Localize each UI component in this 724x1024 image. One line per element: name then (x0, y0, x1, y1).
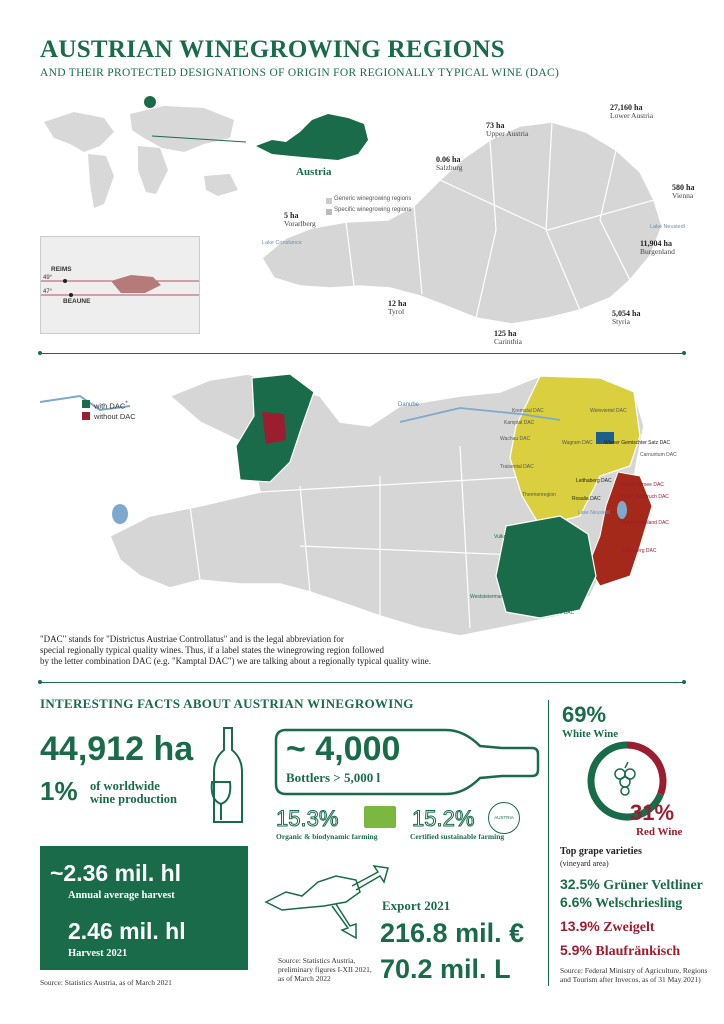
dac-vulkanland: Vulkanland Steiermark DAC (494, 534, 557, 540)
grape-row-blaufraenkisch: 5.9% Blaufränkisch (560, 942, 681, 959)
divider-dot (38, 680, 42, 684)
divider-dot (38, 351, 42, 355)
area-pct: 1% (40, 776, 78, 806)
world-map (34, 92, 254, 220)
sustainable-label: Certified sustainable farming (410, 832, 505, 841)
red-wine-pct: 31% (630, 800, 675, 825)
sustainable-pct: 15.2% (412, 806, 475, 831)
dac-wachau: Wachau DAC (500, 436, 531, 442)
austria-label: Austria (296, 166, 332, 178)
harvest-2021-label: Harvest 2021 (68, 948, 128, 959)
region-label-salzburg: 0.06 ha Salzburg (436, 155, 463, 172)
column-divider (548, 700, 549, 986)
white-wine-label: White Wine (562, 728, 619, 740)
area-pct-label: of worldwide wine production (90, 779, 177, 806)
harvest-avg-value: ~2.36 mil. hl (50, 860, 182, 886)
dac-weststeiermark: Weststeiermark DAC (470, 594, 517, 600)
region-label-tyrol: 12 ha Tyrol (388, 299, 407, 316)
bottlers-value: ~ 4,000 (286, 730, 401, 768)
region-label-styria: 5,054 ha Styria (612, 309, 641, 326)
dac-lake-neusiedl-label: Lake Neusiedl (578, 510, 610, 516)
dac-legend-without: without DAC (94, 412, 136, 421)
export-eur-value: 216.8 mil. € (380, 918, 525, 948)
grapes-source: Source: Federal Ministry of Agriculture, Regions and Tourism after Invecos, as of 31 May 2021) (560, 966, 708, 984)
harvest-box (40, 846, 248, 970)
grape-row-zweigelt: 13.9% Zweigelt (560, 918, 655, 935)
grape-icon (606, 760, 648, 802)
lat-49-label: 49° (43, 275, 53, 281)
dac-kamptal: Kamptal DAC (504, 420, 535, 426)
eu-organic-leaf-icon (364, 806, 396, 828)
dac-mittelburgenland: Mittelburgenland DAC (620, 520, 669, 526)
reims-label: REIMS (51, 266, 72, 273)
lat-47-label: 47° (43, 289, 53, 295)
sustainable-seal-icon: AUSTRIA (488, 802, 520, 834)
red-wine-label: Red Wine (636, 826, 683, 838)
export-label: Export 2021 (382, 898, 451, 913)
region-label-upper-austria: 73 ha Upper Austria (486, 121, 529, 138)
grapes-heading: Top grape varieties (560, 846, 642, 857)
section-divider (40, 353, 684, 354)
legend-specific: Specific winegrowing regions (334, 207, 412, 213)
wine-glass-icon (208, 780, 238, 826)
dac-suedsteiermark: Südsteiermark DAC (530, 610, 575, 616)
dac-ruster-ausbruch: Ruster Ausbruch DAC (620, 494, 669, 500)
harvest-source: Source: Statistics Austria, as of March 2021 (40, 978, 172, 987)
dac-weinviertel: Weinviertel DAC (590, 408, 627, 414)
organic-label: Organic & biodynamic farming (276, 832, 378, 841)
export-l-value: 70.2 mil. L (380, 954, 511, 984)
region-label-carinthia: 125 ha Carinthia (494, 329, 522, 346)
dac-kremstal: Kremstal DAC (512, 408, 544, 414)
region-label-burgenland: 11,904 ha Burgenland (640, 239, 675, 256)
dac-thermenregion: Thermenregion (522, 492, 556, 498)
dac-wagram: Wagram DAC (562, 440, 593, 446)
lake-constance-label: Lake Constance (262, 240, 302, 246)
dac-traisental: Traisental DAC (500, 464, 534, 470)
area-value: 44,912 ha (40, 730, 194, 768)
grapes-subheading: (vineyard area) (560, 859, 609, 868)
organic-pct: 15.3% (276, 806, 339, 831)
lake-neusiedl-label: Lake Neusiedl (650, 224, 685, 230)
europe-inset-map (40, 236, 200, 334)
dac-legend-with: with DAC* (94, 400, 128, 411)
divider-dot (682, 680, 686, 684)
bottlers-label: Bottlers > 5,000 l (286, 770, 381, 785)
region-label-vorarlberg: 5 ha Vorarlberg (284, 211, 316, 228)
harvest-avg-label: Annual average harvest (68, 890, 175, 901)
dac-rosalia: Rosalia DAC (572, 496, 601, 502)
white-wine-pct: 69% (562, 702, 607, 727)
dac-neusiedlersee: Neusiedlersee DAC (620, 482, 664, 488)
region-label-lower-austria: 27,160 ha Lower Austria (610, 103, 654, 120)
region-label-vienna: 580 ha Vienna (672, 183, 695, 200)
page-title: AUSTRIAN WINEGROWING REGIONS (40, 36, 505, 63)
dac-carnuntum: Carnuntum DAC (640, 452, 677, 458)
divider-dot (682, 351, 686, 355)
legend-generic: Generic winegrowing regions (334, 196, 412, 202)
austria-export-arrows-icon (262, 862, 392, 942)
dac-eisenberg: Eisenberg DAC (622, 548, 657, 554)
grape-row-welschriesling: 6.6% Welschriesling (560, 894, 683, 911)
dac-explanation: "DAC" stands for "Districtus Austriae Controllatus" and is the legal abbreviation for special regionally typical quality wines. Thus, if a label states the winegrowing region followed by the letter combination DAC (e.g. "Kamptal DAC") we are talking about a regionally typical quality wine. (40, 634, 431, 666)
danube-label: Danube (398, 402, 420, 408)
grape-row-gruener-veltliner: 32.5% Grüner Veltliner (560, 876, 703, 893)
page-subtitle: AND THEIR PROTECTED DESIGNATIONS OF ORIGIN FOR REGIONALLY TYPICAL WINE (DAC) (40, 67, 560, 79)
facts-heading: INTERESTING FACTS ABOUT AUSTRIAN WINEGROWING (40, 696, 414, 711)
section-divider (40, 682, 684, 683)
export-source: Source: Statistics Austria, preliminary figures I-XII 2021, as of March 2022 (278, 956, 372, 983)
dac-leithaberg: Leithaberg DAC (576, 478, 612, 484)
dac-wiener-gemischter-satz: Wiener Gemischter Satz DAC (604, 440, 671, 446)
map-pin-icon (144, 96, 156, 108)
beaune-label: BEAUNE (63, 298, 91, 305)
harvest-2021-value: 2.46 mil. hl (68, 918, 186, 944)
